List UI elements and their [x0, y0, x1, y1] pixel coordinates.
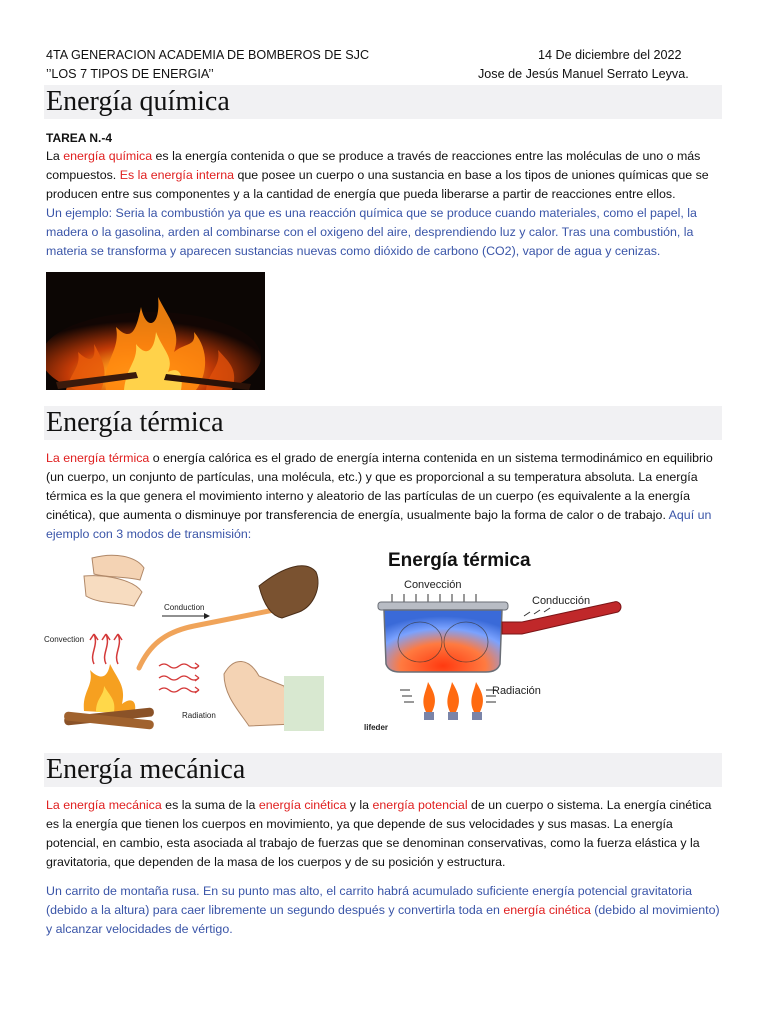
- label-radiacion: Radiación: [492, 685, 541, 697]
- mecanica-example-paragraph: Un carrito de montaña rusa. En su punto mas alto, el carrito habrá acumulado suficiente energía potencial gravitatoria (debido a la altura) para caer libremente un segundo después y convertirla toda en energía cinética (debido al movimiento) y alcanzar velocidades de vértigo.: [46, 884, 720, 936]
- pot-icon: [384, 610, 502, 672]
- heading-energia-termica: Energía térmica: [44, 406, 722, 440]
- diagram-title: Energía térmica: [388, 550, 531, 571]
- brand-logo: lifeder: [364, 723, 389, 732]
- label-convection: Convection: [44, 635, 85, 644]
- mecanica-paragraph-1: La energía mecánica es la suma de la energía cinética y la energía potencial de un cuerpo o sistema. La energía cinética es la energía que tienen los cuerpos en movimiento, ya que depende de sus velocidades y sus masas. La energía potencial, en cambio, esta asociada al trabajo de fuerzas que se denominan conservativas, como la fuerza elástica y la gravitatoria, que dependen de la masa de los cuerpos y de su posición y estructura.: [46, 798, 712, 869]
- heading-energia-quimica: Energía química: [44, 85, 722, 119]
- quimica-example-paragraph: Un ejemplo: Seria la combustión ya que es una reacción química que se produce cuando materiales, como el papel, la madera o la gasolina, arden al combinarse con el oxigeno del aire, desprendiendo luz y calor. Tras una combustión, la materia se transforma y aparecen sustancias nuevas como dióxido de carbono (CO2), vapor de agua y cenizas.: [46, 206, 697, 258]
- label-conduction: Conduction: [164, 603, 205, 612]
- quimica-paragraph-1: La energía química es la energía contenida o que se produce a través de reacciones entre las moléculas de uno o más compuestos. Es la energía interna que posee un cuerpo o una sustancia en base a los tipos de uniones químicas que se producen entre sus componentes y a la cantidad de energía que pueda liberarse a partir de reacciones entre ellos.: [46, 149, 709, 201]
- header-author: Jose de Jesús Manuel Serrato Leyva.: [478, 67, 689, 81]
- heat-transfer-diagram-left: [44, 546, 324, 734]
- fire-image: [46, 272, 265, 390]
- label-conduccion: Conducción: [532, 595, 591, 607]
- heat-transfer-illustration: [44, 546, 324, 734]
- heat-transfer-diagram-right: [362, 542, 634, 734]
- fire-illustration: [46, 272, 265, 390]
- termica-paragraph-1: La energía térmica o energía calórica es el grado de energía interna contenida en un sistema termodinámico en equilibrio (un cuerpo, un conjunto de partículas, una molécula, etc.) y que es proporcional a su temperatura absoluta. La energía térmica es la que genera el movimiento interno y aleatorio de las partículas de un cuerpo (es equivalente a la energía cinética), que aumenta o disminuye por transferencia de energía, usualmente bajo la forma de calor o de trabajo. Aquí un ejemplo con 3 modos de transmisión:: [46, 451, 713, 541]
- pot-heat-illustration: [362, 542, 634, 734]
- heading-energia-mecanica: Energía mecánica: [44, 753, 722, 787]
- header-subject: ’’LOS 7 TIPOS DE ENERGIA’’: [46, 67, 214, 81]
- header-institution: 4TA GENERACION ACADEMIA DE BOMBEROS DE SJC: [46, 48, 370, 62]
- header-date: 14 De diciembre del 2022: [538, 48, 682, 62]
- tarea-label: TAREA N.-4: [46, 131, 112, 145]
- label-conveccion: Convección: [404, 579, 462, 591]
- label-radiation: Radiation: [182, 711, 216, 720]
